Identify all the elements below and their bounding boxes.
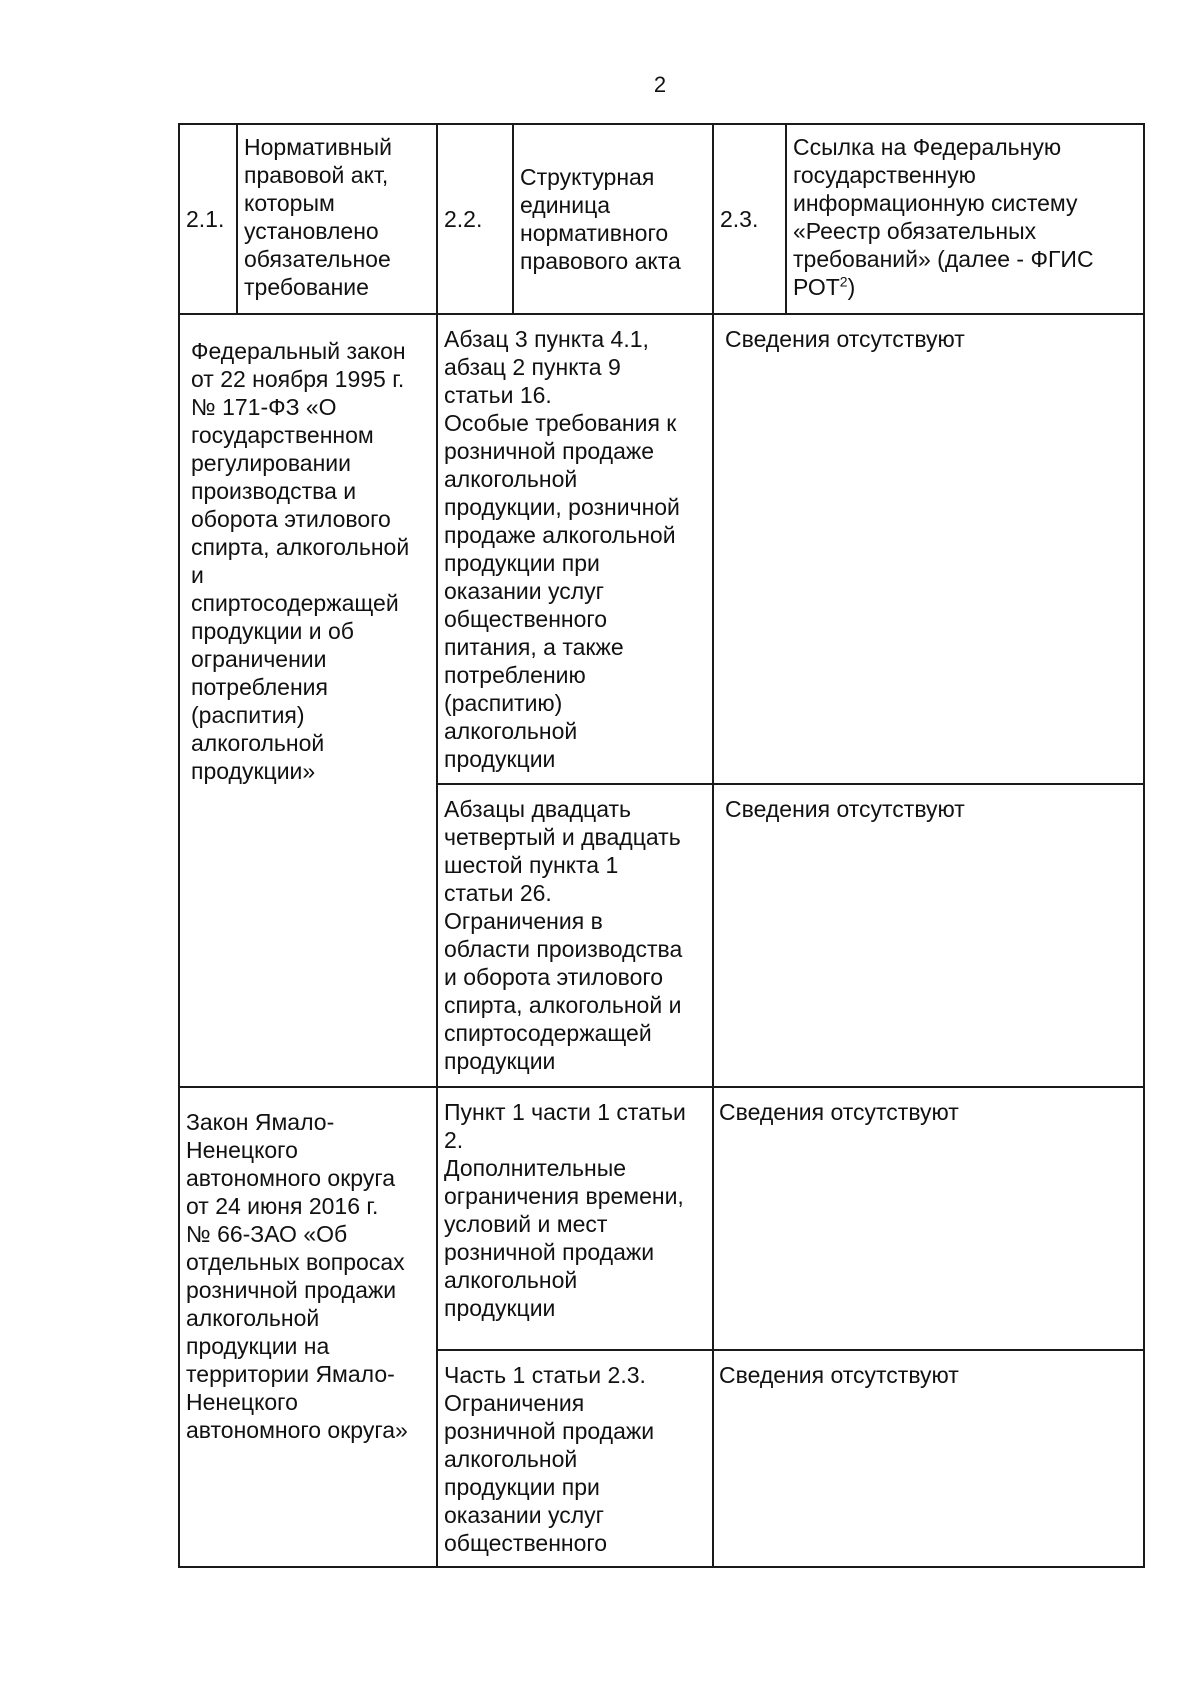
structural-unit-cell: Абзацы двадцать четвертый и двадцать шестой пункта 1 статьи 26. Ограничения в области производства и оборота этилового спирта, алкогольной и спиртосодержащей продукции <box>437 784 713 1087</box>
reference-cell: Сведения отсутствуют <box>713 1350 1144 1567</box>
header-col3-number: 2.3. <box>713 124 786 314</box>
reference-cell: Сведения отсутствуют <box>713 314 1144 784</box>
header-col1-label: Нормативный правовой акт, которым установлено обязательное требование <box>237 124 437 314</box>
structural-unit-cell: Абзац 3 пункта 4.1, абзац 2 пункта 9 статьи 16. Особые требования к розничной продаже алкогольной продукции, розничной продаже алкогольной продукции при оказании услуг общественного питания, а также потреблению (распитию) алкогольной продукции <box>437 314 713 784</box>
legal-act-cell: Федеральный закон от 22 ноября 1995 г. № 171-ФЗ «О государственном регулировании производства и оборота этилового спирта, алкогольной и спиртосодержащей продукции и об ограничении потребления (распития) алкогольной продукции» <box>179 314 437 1087</box>
table-row <box>179 314 1144 784</box>
footnote-marker: 2 <box>839 273 848 290</box>
table-row <box>179 1087 1144 1350</box>
header-col2-label: Структурная единица нормативного правового акта <box>513 124 713 314</box>
structural-unit-cell: Пункт 1 части 1 статьи 2. Дополнительные ограничения времени, условий и мест розничной продажи алкогольной продукции <box>437 1087 713 1350</box>
header-col3-label <box>786 124 1144 314</box>
legal-act-cell: Закон Ямало- Ненецкого автономного округа от 24 июня 2016 г. № 66-ЗАО «Об отдельных вопросах розничной продажи алкогольной продукции на территории Ямало- Ненецкого автономного округа» <box>179 1087 437 1567</box>
header-col2-number: 2.2. <box>437 124 513 314</box>
reference-cell: Сведения отсутствуют <box>713 784 1144 1087</box>
page-number: 2 <box>653 72 667 97</box>
structural-unit-cell: Часть 1 статьи 2.3. Ограничения розничной продажи алкогольной продукции при оказании услуг общественного <box>437 1350 713 1567</box>
header-col3-suffix: ) <box>847 274 856 300</box>
table-header-row <box>179 124 1144 314</box>
requirements-table <box>178 123 1145 1568</box>
header-col1-number: 2.1. <box>179 124 237 314</box>
reference-cell: Сведения отсутствуют <box>713 1087 1144 1350</box>
header-col3-text: Ссылка на Федеральную государственную информационную систему «Реестр обязательных требований» (далее - ФГИС РОТ <box>793 134 1094 300</box>
